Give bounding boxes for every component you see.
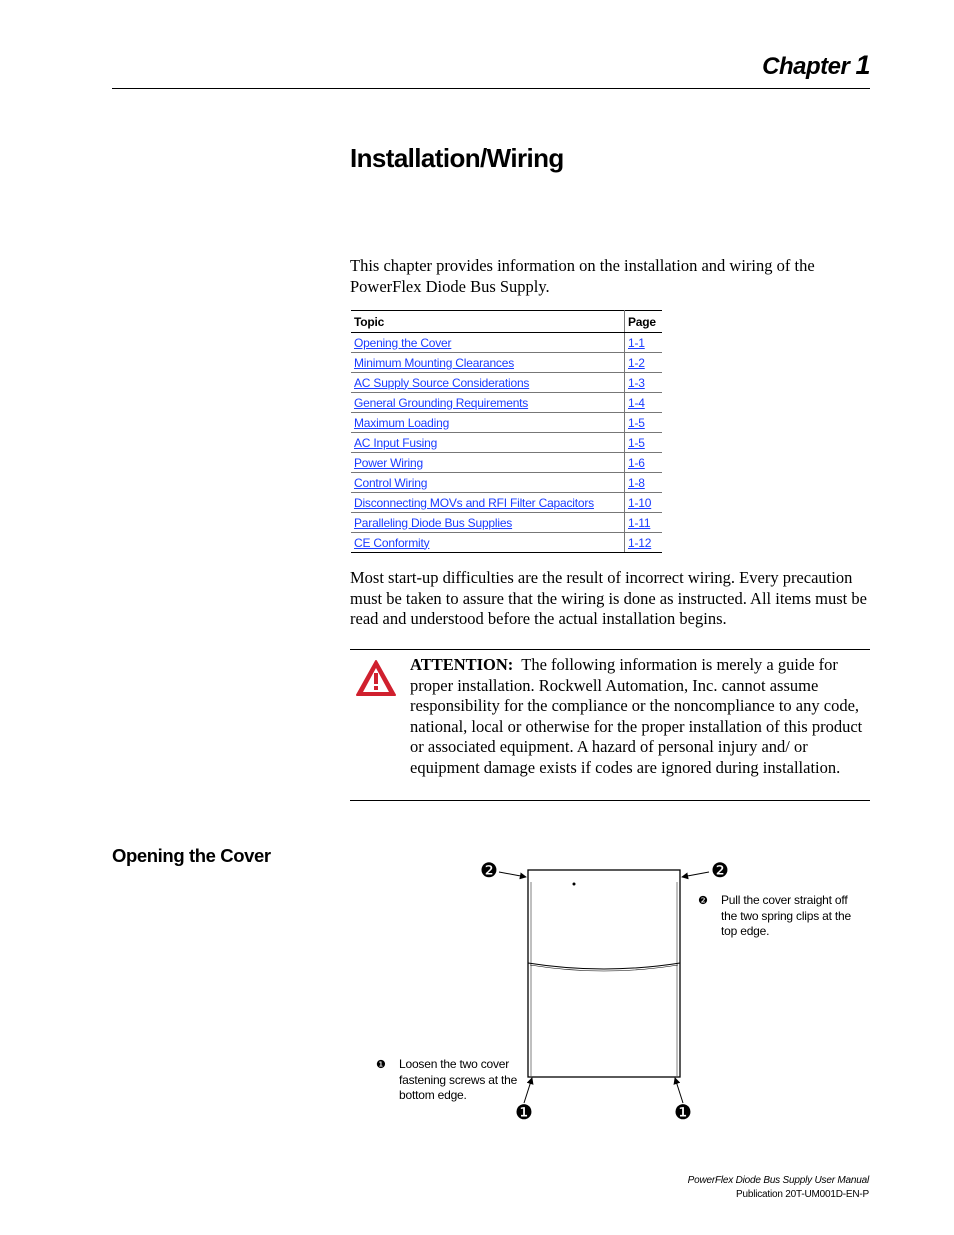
section-heading: Opening the Cover	[112, 845, 271, 866]
topic-link[interactable]: AC Input Fusing	[354, 435, 438, 450]
caption-2-marker: ❷	[698, 894, 708, 907]
intro-paragraph: This chapter provides information on the installation and wiring of the PowerFlex Diode Bus Supply.	[350, 256, 815, 296]
table-row	[351, 473, 662, 493]
header-rule	[112, 88, 870, 89]
column-header-page: Page	[625, 311, 663, 333]
page-link[interactable]: 1-10	[628, 495, 652, 510]
table-row	[351, 373, 662, 393]
table-row	[351, 333, 662, 353]
chapter-label	[700, 50, 870, 81]
column-header-topic: Topic	[351, 311, 625, 333]
table-row	[351, 393, 662, 413]
chapter-word: Chapter	[762, 53, 850, 80]
page-link[interactable]: 1-4	[628, 395, 645, 410]
page-link[interactable]: 1-8	[628, 475, 645, 490]
topic-link[interactable]: Paralleling Diode Bus Supplies	[354, 515, 513, 530]
page-link[interactable]: 1-2	[628, 355, 645, 370]
table-row	[351, 413, 662, 433]
marker-2-right-label: ❷	[711, 858, 729, 882]
page-link[interactable]: 1-12	[628, 535, 652, 550]
attention-rule-top	[350, 649, 870, 650]
page-title: Installation/Wiring	[350, 143, 564, 173]
attention-label: ATTENTION:	[410, 655, 514, 674]
marker-1-left-label: ❶	[515, 1100, 533, 1124]
page-link[interactable]: 1-6	[628, 455, 645, 470]
marker-1-right-label: ❶	[674, 1100, 692, 1124]
footer-publication: Publication 20T-UM001D-EN-P	[736, 1189, 869, 1200]
page-link[interactable]: 1-11	[628, 515, 651, 530]
caption-1-marker: ❶	[376, 1058, 386, 1071]
topic-link[interactable]: Control Wiring	[354, 475, 428, 490]
marker-2-left-label: ❷	[480, 858, 498, 882]
topic-link[interactable]: Maximum Loading	[354, 415, 450, 430]
page-link[interactable]: 1-3	[628, 375, 645, 390]
warning-triangle-icon	[355, 659, 397, 697]
drive-cover	[528, 870, 680, 1077]
topic-link[interactable]: Opening the Cover	[354, 335, 452, 350]
table-row	[351, 433, 662, 453]
page-link[interactable]: 1-1	[628, 335, 645, 350]
attention-text: The following information is merely a guide for proper installation. Rockwell Automation, Inc. cannot assume responsibility for the compliance or the noncompliance to any code, national, local or otherwise for the proper installation of this product or associated equipment. A hazard of personal injury and/ or equipment damage exists if codes are ignored during installation.	[410, 655, 863, 777]
table-row	[351, 453, 662, 473]
table-row	[351, 533, 662, 553]
topic-link[interactable]: CE Conformity	[354, 535, 430, 550]
figure-caption-2: Pull the cover straight off the two spring clips at the top edge.	[721, 893, 852, 938]
topic-link[interactable]: Disconnecting MOVs and RFI Filter Capacitors	[354, 495, 594, 510]
body-paragraph: Most start-up difficulties are the result of incorrect wiring. Every precaution must be taken to assure that the wiring is done as instructed. All items must be read and understood before the actual installation begins.	[350, 568, 867, 628]
topic-table	[351, 310, 662, 553]
table-row	[351, 513, 662, 533]
topic-link[interactable]: Power Wiring	[354, 455, 423, 470]
table-header-row	[351, 311, 662, 333]
topic-link[interactable]: AC Supply Source Considerations	[354, 375, 530, 390]
chapter-number: 1	[855, 50, 870, 80]
topic-link[interactable]: Minimum Mounting Clearances	[354, 355, 514, 370]
table-row	[351, 493, 662, 513]
topic-link[interactable]: General Grounding Requirements	[354, 395, 529, 410]
footer-title: PowerFlex Diode Bus Supply User Manual	[687, 1175, 869, 1186]
table-row	[351, 353, 662, 373]
page-link[interactable]: 1-5	[628, 415, 645, 430]
page-link[interactable]: 1-5	[628, 435, 645, 450]
attention-rule-bottom	[350, 800, 870, 801]
attention-notice	[410, 655, 868, 778]
figure-caption-1: Loosen the two cover fastening screws at the bottom edge.	[399, 1057, 518, 1102]
